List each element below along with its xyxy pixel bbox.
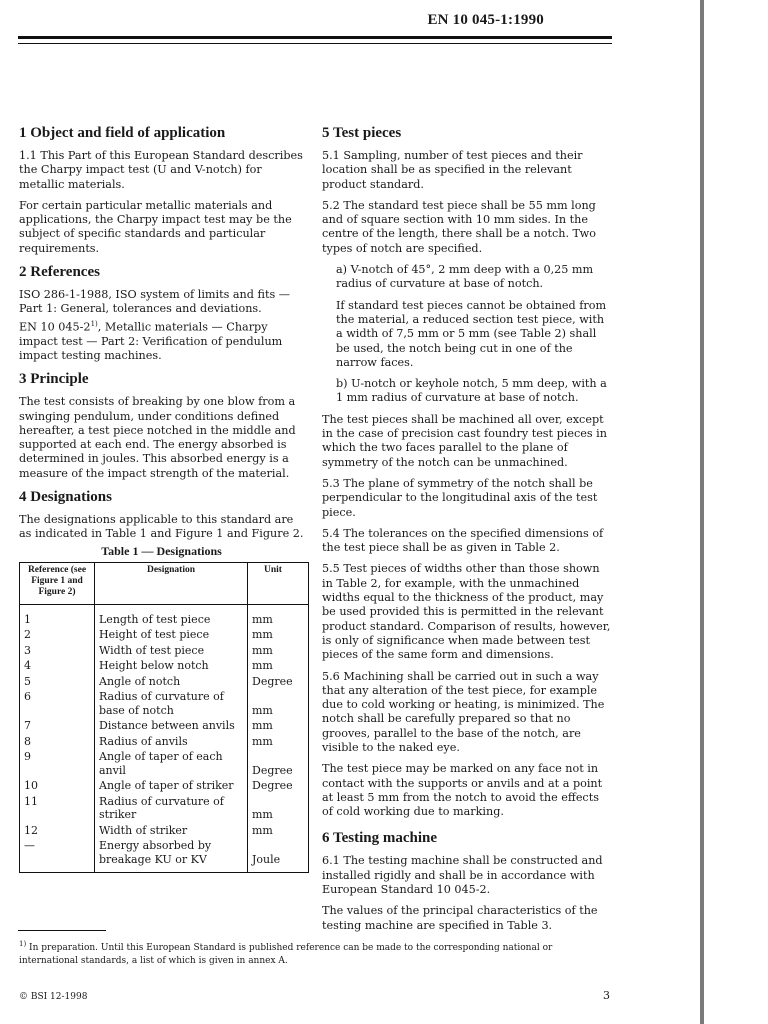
cell-ref: 5 (20, 674, 95, 690)
item-a-v-notch: a) V-notch of 45°, 2 mm deep with a 0,25 mm radius of curvature at base of notch. (336, 263, 594, 291)
table-row (20, 674, 309, 690)
table-row (20, 749, 309, 778)
copyright: © BSI 12-1998 (19, 992, 88, 1002)
footnote-text: In preparation. Until this European Standard is published reference can be made to the corresponding national or international standards, a list of which is given in annex A. (19, 943, 553, 966)
cell-unit: mm (248, 794, 309, 823)
para-6-1 (322, 854, 612, 897)
cell-ref: 3 (20, 643, 95, 659)
clause-number: 6.1 (322, 854, 340, 868)
reference-en10045-2 (19, 317, 304, 364)
item-b-u-notch: b) U-notch or keyhole notch, 5 mm deep, with a 1 mm radius of curvature at base of notch. (336, 377, 607, 405)
table-row (20, 627, 309, 643)
header-rule-thin (18, 43, 612, 44)
para-text: Test pieces of widths other than those shown in Table 2, for example, with the unmachined widths equal to the thickness of the product, may be used provided this is permitted in the relevant product standard. Comparison of results, however, is only of significance when made between test pieces of the same form and dimensions. (322, 562, 611, 662)
table-row (20, 838, 309, 873)
item-a-reduced-section: If standard test pieces cannot be obtained from the material, a reduced section test piece, with a width of 7,5 mm or 5 mm (see Table 2) shall be used, the notch being cut in one of the narrow faces. (336, 298, 607, 369)
cell-unit: mm (248, 643, 309, 659)
right-column (322, 124, 612, 940)
cell-unit: mm (248, 604, 309, 627)
cell-designation: Radius of curvature of base of notch (95, 689, 248, 718)
para-5-6 (322, 670, 612, 756)
cell-ref: 8 (20, 734, 95, 750)
clause-number: 1.1 (19, 149, 37, 162)
para-3: The test consists of breaking by one blow from a swinging pendulum, under conditions defined hereafter, a test piece notched in the middle and supported at each end. The energy absorbed is determined in joules. This absorbed energy is a measure of the impact strength of the material. (19, 395, 296, 480)
para-1-2: For certain particular metallic materials and applications, the Charpy impact test may be the subject of specific standards and particular requirements. (19, 198, 292, 255)
clause-number: 5.1 (322, 149, 340, 162)
col-header-designation: Designation (95, 562, 248, 604)
cell-ref: 4 (20, 658, 95, 674)
section-5-title: 5 Test pieces (322, 125, 402, 141)
para-1-1 (19, 149, 304, 192)
cell-ref: — (20, 838, 95, 873)
para-text: The testing machine shall be constructed and installed rigidly and shall be in accordance with European Standard 10 045-2. (322, 854, 603, 897)
col-header-unit: Unit (248, 562, 309, 604)
para-text: The standard test piece shall be 55 mm long and of square section with 10 mm sides. In the centre of the length, there shall be a notch. Two types of notch are specified. (322, 198, 596, 255)
cell-ref: 7 (20, 718, 95, 734)
cell-unit: mm (248, 627, 309, 643)
clause-number: 5.3 (322, 476, 340, 490)
cell-ref: 10 (20, 778, 95, 794)
cell-ref: 2 (20, 627, 95, 643)
cell-designation: Angle of taper of striker (95, 778, 248, 794)
cell-designation: Energy absorbed by breakage KU or KV (95, 838, 248, 873)
clause-number: 5.5 (322, 562, 340, 576)
table-row (20, 823, 309, 839)
designations-table (19, 562, 309, 874)
table-row (20, 718, 309, 734)
footnote-number: 1) (19, 940, 27, 948)
table-row (20, 643, 309, 659)
cell-designation: Radius of anvils (95, 734, 248, 750)
table-row (20, 794, 309, 823)
cell-unit: mm (248, 718, 309, 734)
cell-unit: Degree (248, 749, 309, 778)
cell-unit: mm (248, 658, 309, 674)
clause-number: 5.6 (322, 669, 340, 683)
para-6-2: The values of the principal characteristics of the testing machine are specified in Table 3. (322, 904, 598, 932)
para-5-1 (322, 149, 612, 192)
ref-title: , Metallic materials — Charpy impact test — Part 2: Verification of pendulum impact testing machines. (19, 320, 283, 362)
para-text: Machining shall be carried out in such a way that any alteration of the test piece, for example due to cold working or heating, is minimized. The notch shall be carefully prepared so that no grooves, parallel to the base of the notch, are visible to the naked eye. (322, 669, 605, 754)
footnote (19, 938, 609, 967)
para-text: Sampling, number of test pieces and their location shall be as specified in the relevant product standard. (322, 149, 583, 191)
para-text: The plane of symmetry of the notch shall be perpendicular to the longitudinal axis of the test piece. (322, 476, 598, 519)
cell-ref: 1 (20, 604, 95, 627)
para-5-2-machining: The test pieces shall be machined all over, except in the case of precision cast foundry test pieces in which the two faces parallel to the plane of symmetry of the notch can be unmachined. (322, 412, 607, 469)
cell-designation: Width of test piece (95, 643, 248, 659)
cell-designation: Angle of notch (95, 674, 248, 690)
footnote-marker[interactable]: 1) (90, 319, 98, 328)
section-2-title: 2 References (19, 264, 100, 281)
para-4: The designations applicable to this standard are as indicated in Table 1 and Figure 1 and Figure 2. (19, 513, 304, 541)
cell-designation: Radius of curvature of striker (95, 794, 248, 823)
cell-unit: Joule (248, 838, 309, 873)
table-row (20, 734, 309, 750)
cell-unit: mm (248, 689, 309, 718)
cell-designation: Height below notch (95, 658, 248, 674)
para-text: This Part of this European Standard describes the Charpy impact test (U and V-notch) for metallic materials. (19, 149, 303, 191)
clause-number: 5.4 (322, 526, 340, 540)
cell-ref: 12 (20, 823, 95, 839)
cell-designation: Length of test piece (95, 604, 248, 627)
page-number: 3 (603, 989, 610, 1002)
cell-designation: Angle of taper of each anvil (95, 749, 248, 778)
cell-designation: Distance between anvils (95, 718, 248, 734)
table-row (20, 689, 309, 718)
standard-code: EN 10 045-1:1990 (427, 12, 544, 28)
para-5-5 (322, 562, 612, 662)
cell-unit: Degree (248, 674, 309, 690)
col-header-reference: Reference (see Figure 1 and Figure 2) (20, 562, 95, 604)
table-row (20, 658, 309, 674)
cell-unit: mm (248, 823, 309, 839)
table-row (20, 778, 309, 794)
section-4-title: 4 Designations (19, 489, 112, 506)
cell-designation: Height of test piece (95, 627, 248, 643)
cell-ref: 11 (20, 794, 95, 823)
footnote-rule (18, 930, 106, 931)
section-6-title: 6 Testing machine (322, 830, 438, 847)
clause-number: 5.2 (322, 198, 340, 212)
left-column (19, 124, 304, 873)
cell-ref: 6 (20, 689, 95, 718)
cell-ref: 9 (20, 749, 95, 778)
cell-unit: mm (248, 734, 309, 750)
para-5-3 (322, 477, 612, 520)
para-text: The tolerances on the specified dimensions of the test piece shall be as given in Table 2. (322, 526, 604, 555)
section-1-title: 1 Object and field of application (19, 125, 226, 141)
para-5-2 (322, 199, 612, 256)
ref-code: EN 10 045-2 (19, 320, 91, 334)
cell-designation: Width of striker (95, 823, 248, 839)
para-5-6-marking: The test piece may be marked on any face not in contact with the supports or anvils and at a point at least 5 mm from the notch to avoid the effects of cold working due to marking. (322, 762, 603, 819)
table-1-title: Table 1 — Designations (101, 543, 222, 558)
header-rule-thick (18, 36, 612, 39)
para-5-4 (322, 527, 612, 556)
cell-unit: Degree (248, 778, 309, 794)
section-3-title: 3 Principle (19, 371, 89, 388)
reference-iso286: ISO 286-1-1988, ISO system of limits and fits — Part 1: General, tolerances and deviations. (19, 288, 290, 316)
page-edge-shadow (700, 0, 704, 1024)
table-row (20, 604, 309, 627)
